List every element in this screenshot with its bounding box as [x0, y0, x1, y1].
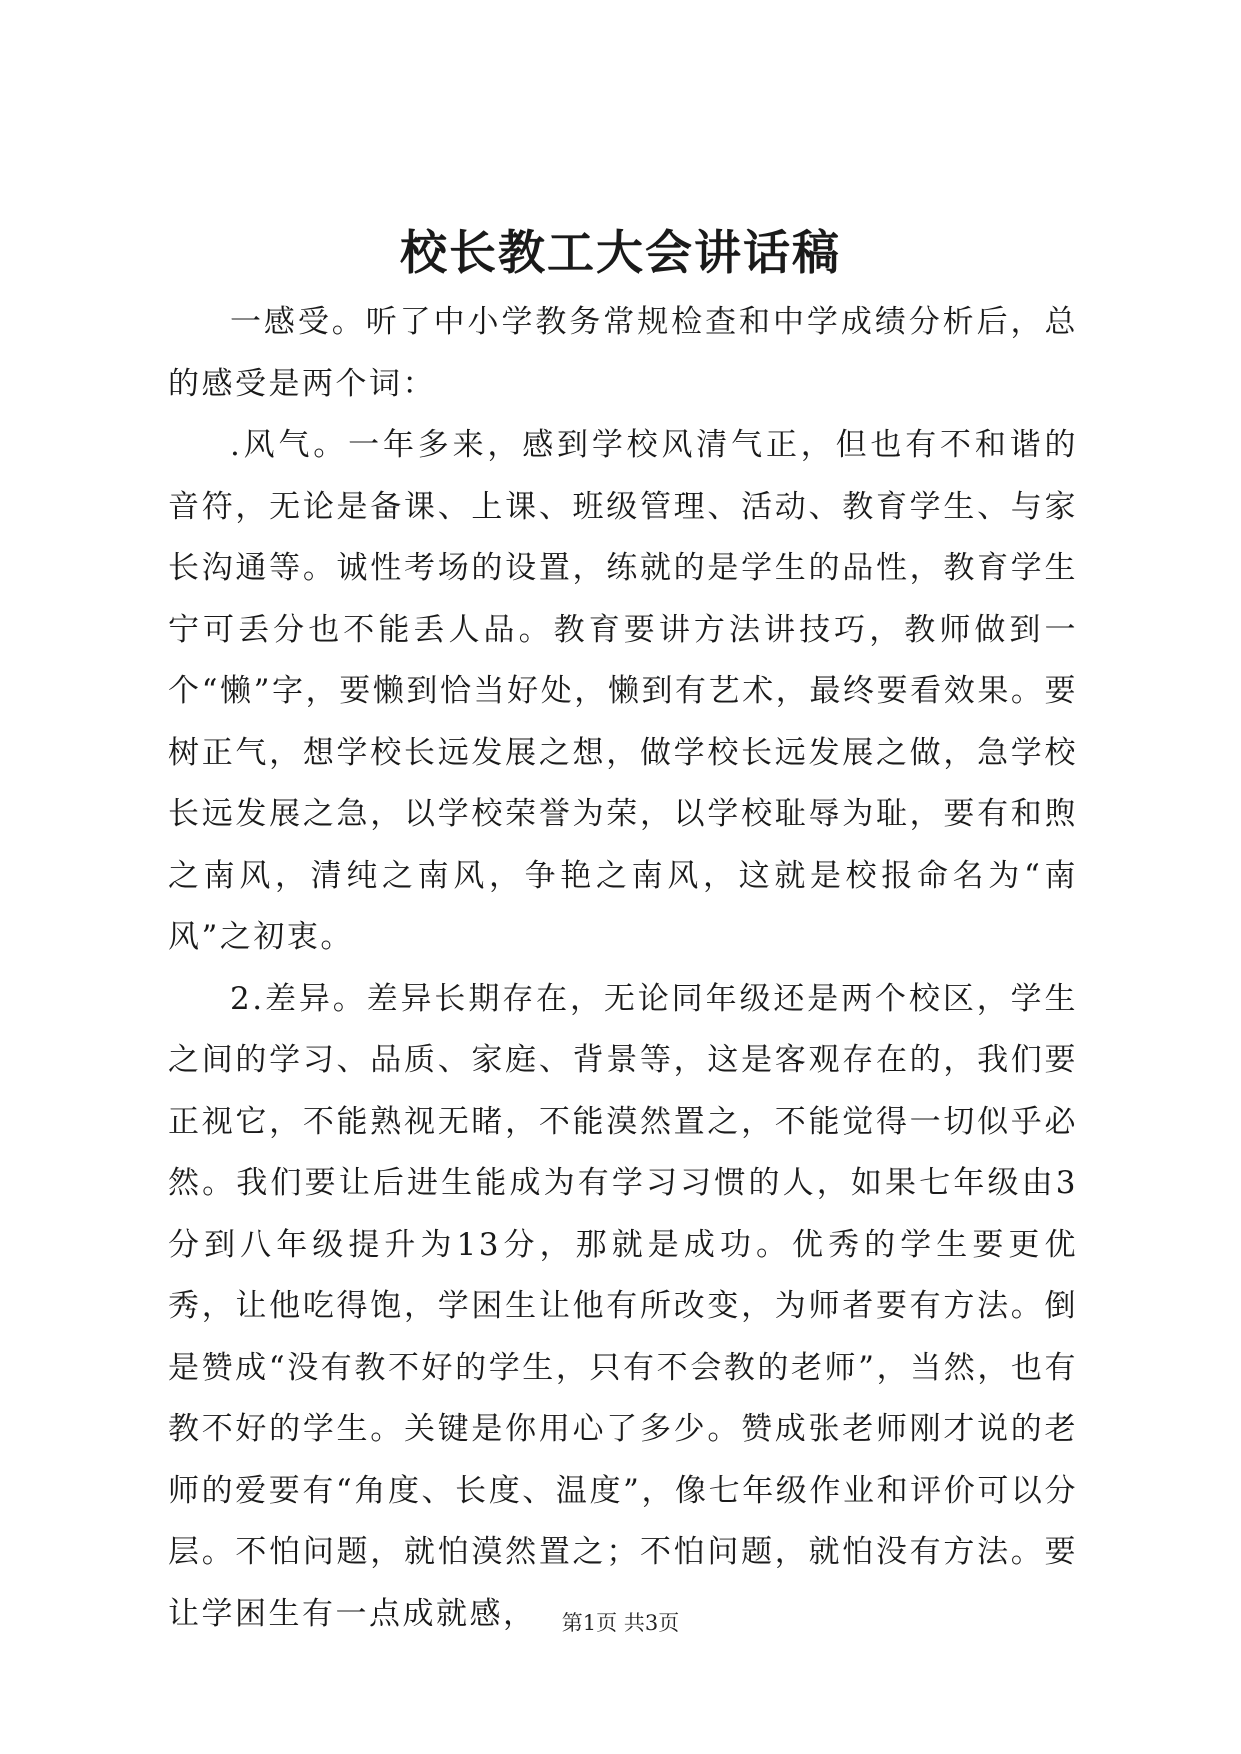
page-number-footer: 第1页 共3页	[561, 1611, 680, 1635]
page-title: 校长教工大会讲话稿	[400, 226, 841, 281]
document-body	[168, 292, 1078, 1645]
paragraph-atmosphere: .风气。一年多来，感到学校风清气正，但也有不和谐的音符，无论是备课、上课、班级管理、活动、教育学生、与家长沟通等。诚性考场的设置，练就的是学生的品性，教育学生宁可丢分也不能丢人品。教育要讲方法讲技巧，教师做到一个“懒”字，要懒到恰当好处，懒到有艺术，最终要看效果。要树正气，想学校长远发展之想，做学校长远发展之做，急学校长远发展之急，以学校荣誉为荣，以学校耻辱为耻，要有和煦之南风，清纯之南风，争艳之南风，这就是校报命名为“南风”之初衷。	[168, 427, 1078, 955]
paragraph-difference: 2.差异。差异长期存在，无论同年级还是两个校区，学生之间的学习、品质、家庭、背景等，这是客观存在的，我们要正视它，不能熟视无睹，不能漠然置之，不能觉得一切似乎必然。我们要让后进生能成为有学习习惯的人，如果七年级由3分到八年级提升为13分，那就是成功。优秀的学生要更优秀，让他吃得饱，学困生让他有所改变，为师者要有方法。倒是赞成“没有教不好的学生，只有不会教的老师”，当然，也有教不好的学生。关键是你用心了多少。赞成张老师刚才说的老师的爱要有“角度、长度、温度”，像七年级作业和评价可以分层。不怕问题，就怕漠然置之；不怕问题，就怕没有方法。要让学困生有一点成就感，	[168, 980, 1078, 1632]
paragraph-intro: 一感受。听了中小学教务常规检查和中学成绩分析后，总的感受是两个词：	[168, 304, 1078, 402]
